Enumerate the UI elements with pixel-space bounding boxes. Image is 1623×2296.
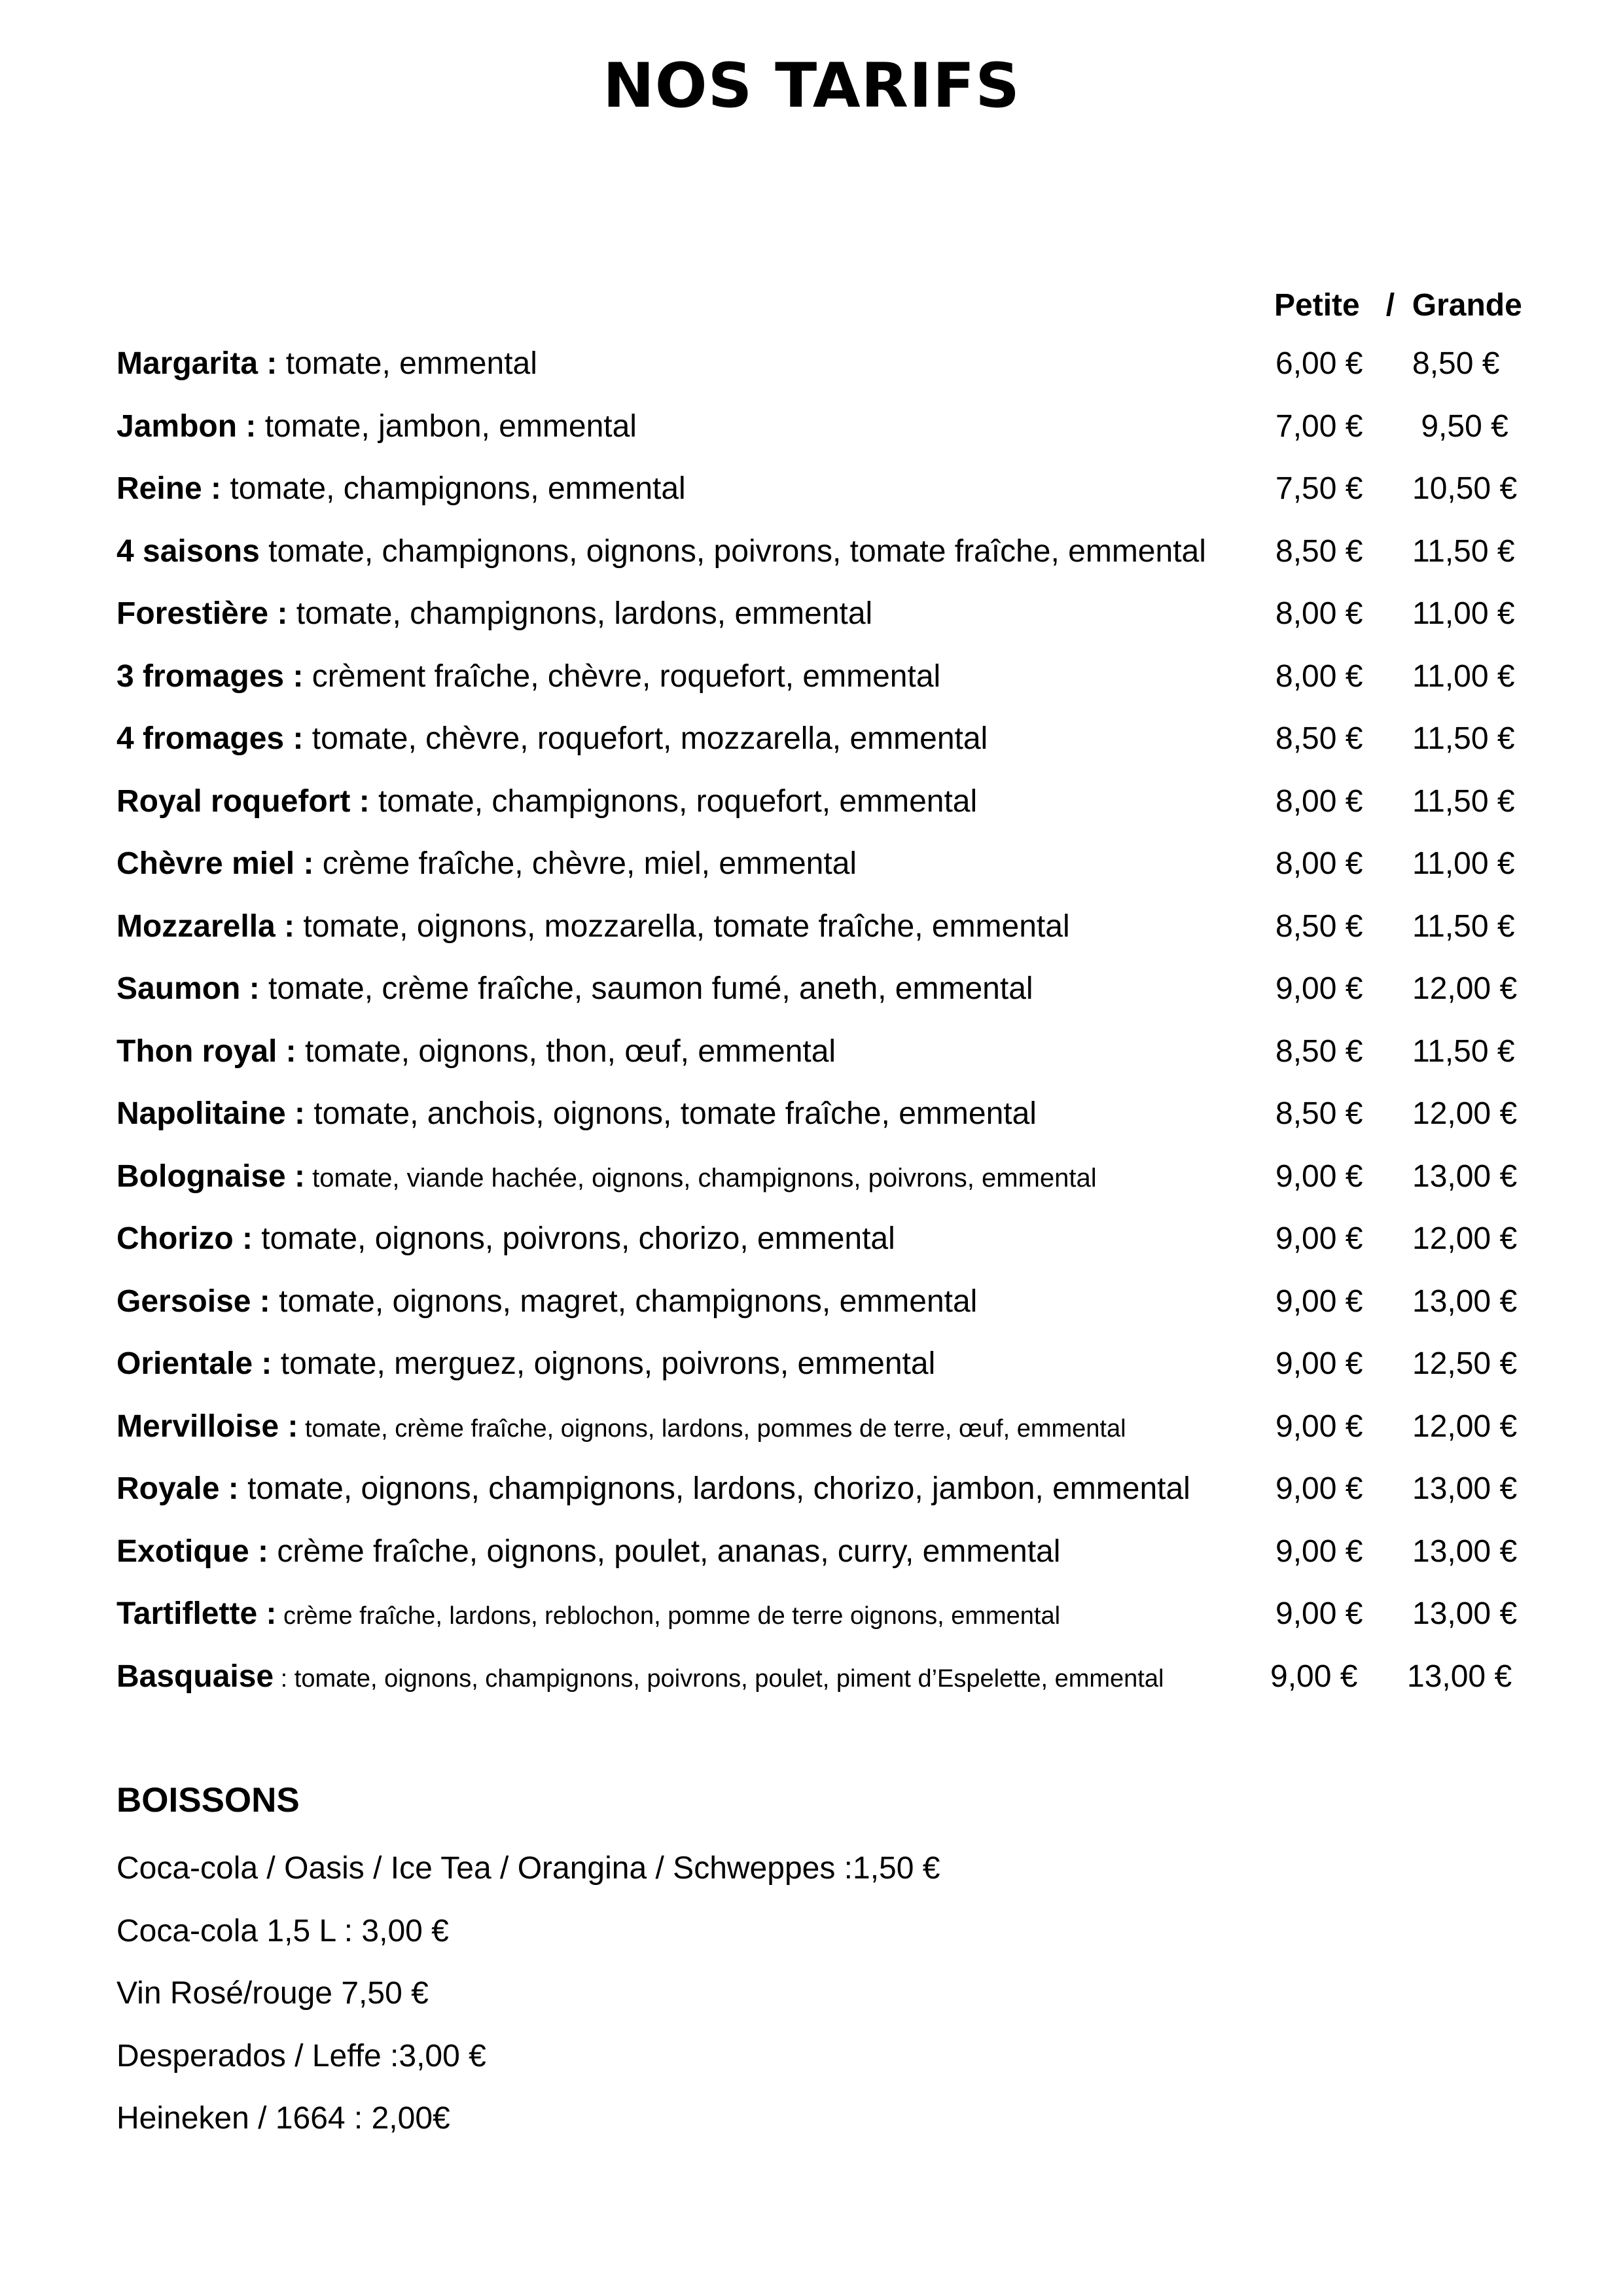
pizza-name: Exotique : (116, 1534, 269, 1569)
menu-item-row (116, 719, 1524, 782)
pizza-ingredients: crème fraîche, oignons, poulet, ananas, curry, emmental (268, 1534, 1061, 1569)
price-grande: 13,00 € (1412, 1158, 1518, 1194)
menu-item-row (116, 1344, 1524, 1407)
pizza-name: 3 fromages : (116, 658, 304, 694)
price-grande: 13,00 € (1407, 1659, 1512, 1694)
price-petite: 8,50 € (1275, 1033, 1363, 1069)
pizza-name: Saumon : (116, 971, 260, 1006)
menu-item-row (116, 1157, 1524, 1220)
price-grande: 12,00 € (1412, 971, 1518, 1006)
price-petite: 9,00 € (1275, 1408, 1363, 1444)
price-grande: 11,00 € (1412, 658, 1515, 694)
pizza-ingredients: tomate, champignons, oignons, poivrons, tomate fraîche, emmental (259, 533, 1206, 569)
drink-item: Vin Rosé/rouge 7,50 € (116, 1976, 429, 2011)
price-grande: 10,50 € (1412, 471, 1518, 506)
price-grande: 12,00 € (1412, 1408, 1518, 1444)
pizza-ingredients: tomate, crème fraîche, saumon fumé, aneth, emmental (259, 971, 1033, 1006)
menu-item-row (116, 1282, 1524, 1345)
price-petite: 7,50 € (1275, 471, 1363, 506)
price-grande: 12,00 € (1412, 1221, 1518, 1256)
menu-item-row (116, 594, 1524, 657)
price-petite: 9,00 € (1275, 1596, 1363, 1631)
pizza-ingredients: tomate, oignons, champignons, lardons, chorizo, jambon, emmental (238, 1471, 1190, 1506)
pizza-name: 4 saisons (116, 533, 260, 569)
price-petite: 8,00 € (1275, 783, 1363, 819)
pizza-name: Thon royal : (116, 1033, 296, 1069)
menu-item-row (116, 1032, 1524, 1095)
drinks-section-title: BOISSONS (116, 1781, 300, 1820)
drink-item: Desperados / Leffe :3,00 € (116, 2038, 486, 2073)
pizza-ingredients: tomate, oignons, thon, œuf, emmental (296, 1033, 836, 1069)
menu-item-row (116, 344, 1524, 407)
pizza-ingredients: crème fraîche, chèvre, miel, emmental (313, 846, 857, 881)
price-grande: 11,50 € (1412, 1033, 1515, 1069)
drinks-list (116, 1849, 940, 2162)
price-petite: 8,50 € (1275, 908, 1363, 944)
menu-item-row (116, 782, 1524, 845)
price-petite: 9,00 € (1275, 1534, 1363, 1569)
drink-item: Coca-cola / Oasis / Ice Tea / Orangina / Schweppes :1,50 € (116, 1851, 940, 1886)
pizza-name: Tartiflette : (116, 1596, 277, 1631)
pizza-name: Chèvre miel : (116, 846, 314, 881)
price-petite: 8,00 € (1275, 658, 1363, 694)
price-grande: 11,50 € (1412, 533, 1515, 569)
pizza-ingredients: : tomate, oignons, champignons, poivrons, poulet, piment d’Espelette, emmental (274, 1664, 1164, 1693)
size-column-header: Petite / Grande (1274, 288, 1522, 323)
pizza-name: Royal roquefort : (116, 783, 370, 819)
price-petite: 6,00 € (1275, 346, 1363, 381)
price-petite: 8,00 € (1275, 596, 1363, 631)
price-grande: 13,00 € (1412, 1596, 1518, 1631)
pizza-name: Bolognaise : (116, 1158, 306, 1194)
price-petite: 9,00 € (1275, 1221, 1363, 1256)
pizza-ingredients: tomate, crème fraîche, oignons, lardons, pommes de terre, œuf, emmental (298, 1414, 1126, 1443)
price-grande: 9,50 € (1412, 408, 1508, 444)
menu-item-row (116, 1594, 1524, 1657)
drink-item: Coca-cola 1,5 L : 3,00 € (116, 1913, 449, 1948)
price-petite: 8,50 € (1275, 1096, 1363, 1131)
price-grande: 13,00 € (1412, 1471, 1518, 1506)
price-grande: 8,50 € (1412, 346, 1500, 381)
menu-item-row (116, 1407, 1524, 1470)
pizza-name: Chorizo : (116, 1221, 253, 1256)
pizza-name: Napolitaine : (116, 1096, 306, 1131)
menu-item-row (116, 1657, 1524, 1720)
pizza-ingredients: tomate, oignons, mozzarella, tomate fraîche, emmental (294, 908, 1070, 944)
price-grande: 11,50 € (1412, 783, 1515, 819)
menu-item-row (116, 657, 1524, 720)
pizza-name: Forestière : (116, 596, 288, 631)
pizza-ingredients: tomate, oignons, magret, champignons, emmental (270, 1283, 978, 1319)
pizza-price-list (116, 344, 1524, 1719)
pizza-name: Margarita : (116, 346, 277, 381)
menu-item-row (116, 1532, 1524, 1595)
pizza-ingredients: tomate, champignons, lardons, emmental (287, 596, 873, 631)
pizza-name: Royale : (116, 1471, 239, 1506)
menu-item-row (116, 907, 1524, 970)
drink-item: Heineken / 1664 : 2,00€ (116, 2101, 450, 2136)
pizza-ingredients: tomate, champignons, roquefort, emmental (369, 783, 978, 819)
price-petite: 8,50 € (1275, 533, 1363, 569)
price-petite: 9,00 € (1275, 1158, 1363, 1194)
price-petite: 9,00 € (1275, 1471, 1363, 1506)
pizza-ingredients: tomate, merguez, oignons, poivrons, emmental (272, 1346, 936, 1381)
price-petite: 8,50 € (1275, 721, 1363, 756)
price-petite: 9,00 € (1275, 1346, 1363, 1381)
pizza-ingredients: tomate, oignons, poivrons, chorizo, emmental (252, 1221, 895, 1256)
menu-item-row (116, 969, 1524, 1032)
price-grande: 12,50 € (1412, 1346, 1518, 1381)
pizza-name: Mervilloise : (116, 1408, 298, 1444)
pizza-name: Jambon : (116, 408, 257, 444)
pizza-ingredients: tomate, jambon, emmental (256, 408, 637, 444)
pizza-name: Orientale : (116, 1346, 272, 1381)
menu-item-row (116, 532, 1524, 595)
menu-item-row (116, 844, 1524, 907)
price-grande: 12,00 € (1412, 1096, 1518, 1131)
pizza-ingredients: crèment fraîche, chèvre, roquefort, emmental (303, 658, 941, 694)
price-petite: 8,00 € (1275, 846, 1363, 881)
pizza-name: 4 fromages : (116, 721, 304, 756)
price-grande: 11,00 € (1412, 596, 1515, 631)
price-petite: 9,00 € (1270, 1659, 1358, 1694)
pizza-name: Reine : (116, 471, 222, 506)
pizza-name: Gersoise : (116, 1283, 270, 1319)
price-grande: 13,00 € (1412, 1534, 1518, 1569)
price-grande: 11,50 € (1412, 908, 1515, 944)
menu-item-row (116, 1219, 1524, 1282)
menu-item-row (116, 1469, 1524, 1532)
menu-item-row (116, 469, 1524, 532)
pizza-ingredients: tomate, anchois, oignons, tomate fraîche, emmental (305, 1096, 1037, 1131)
pizza-ingredients: tomate, viande hachée, oignons, champignons, poivrons, emmental (305, 1163, 1097, 1193)
page-title: NOS TARIFS (603, 50, 1020, 122)
price-grande: 13,00 € (1412, 1283, 1518, 1319)
menu-item-row (116, 1094, 1524, 1157)
pizza-ingredients: tomate, chèvre, roquefort, mozzarella, emmental (303, 721, 988, 756)
pizza-name: Mozzarella : (116, 908, 295, 944)
menu-item-row (116, 407, 1524, 470)
price-grande: 11,00 € (1412, 846, 1515, 881)
price-grande: 11,50 € (1412, 721, 1515, 756)
price-petite: 7,00 € (1275, 408, 1363, 444)
pizza-ingredients: tomate, champignons, emmental (221, 471, 686, 506)
price-petite: 9,00 € (1275, 1283, 1363, 1319)
pizza-name: Basquaise (116, 1659, 274, 1694)
price-petite: 9,00 € (1275, 971, 1363, 1006)
pizza-ingredients: crème fraîche, lardons, reblochon, pomme de terre oignons, emmental (276, 1602, 1061, 1630)
pizza-ingredients: tomate, emmental (277, 346, 537, 381)
